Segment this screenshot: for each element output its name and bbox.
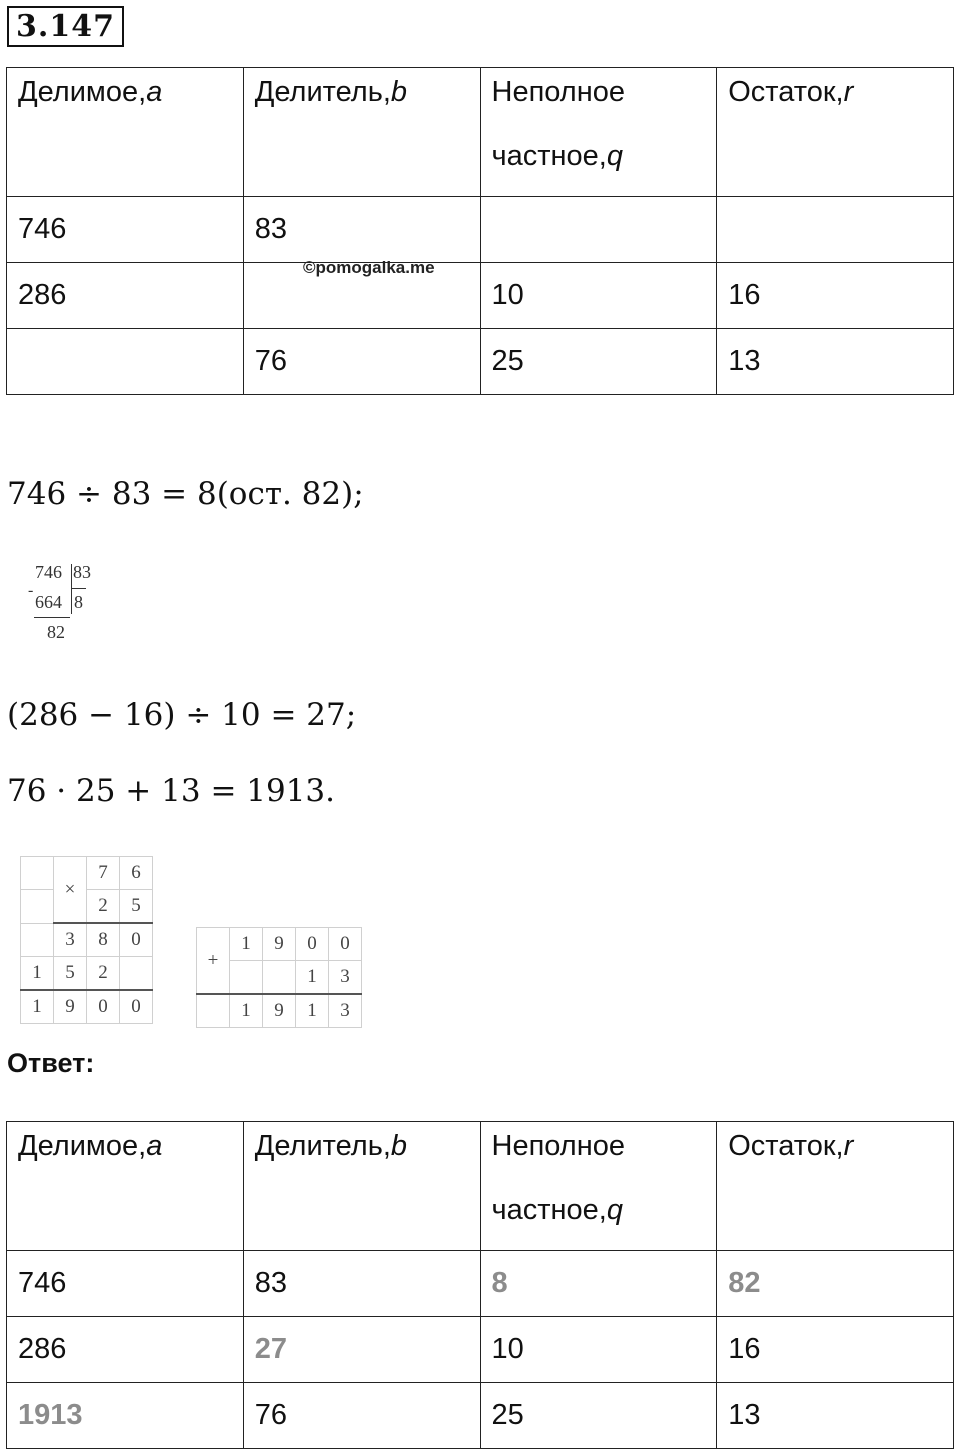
multiply-sign: ×	[54, 857, 87, 924]
table-cell: 16	[717, 263, 954, 329]
grid-cell: 3	[54, 923, 87, 957]
table-header-row	[7, 68, 954, 197]
addition-grid	[196, 927, 362, 1028]
solution-line-1: 746 ÷ 83 = 8(ост. 82);	[7, 476, 364, 512]
multiplication-grid	[20, 856, 153, 1024]
long-division	[20, 562, 110, 652]
grid-cell: 9	[263, 928, 296, 961]
grid-cell	[21, 857, 54, 890]
grid-cell: 1	[21, 990, 54, 1024]
grid-cell	[21, 890, 54, 924]
grid-cell: 1	[21, 957, 54, 991]
subtraction-line	[34, 617, 70, 618]
answer-cell: 1913	[7, 1383, 244, 1449]
grid-cell: 1	[296, 961, 329, 995]
watermark: ©pomogalka.me	[303, 258, 435, 277]
grid-cell: 1	[230, 994, 263, 1028]
header-quotient: Неполное частное,q	[480, 1122, 717, 1251]
table-cell	[7, 329, 244, 395]
grid-cell: 9	[54, 990, 87, 1024]
grid-cell: 5	[120, 890, 153, 924]
grid-cell: 8	[87, 923, 120, 957]
table-cell: 25	[480, 329, 717, 395]
header-divisor: Делитель,b	[243, 1122, 480, 1251]
table-cell: 10	[480, 1317, 717, 1383]
grid-cell: 9	[263, 994, 296, 1028]
table-cell: 746	[7, 197, 244, 263]
divisor: 83	[73, 562, 91, 582]
grid-cell	[21, 923, 54, 957]
plus-sign: +	[197, 928, 230, 995]
table-cell: 10	[480, 263, 717, 329]
answer-cell: 82	[717, 1251, 954, 1317]
table-header-row	[7, 1122, 954, 1251]
grid-cell: 3	[329, 961, 362, 995]
minus-sign: -	[28, 582, 34, 599]
grid-cell	[197, 994, 230, 1028]
remainder: 82	[47, 622, 65, 642]
header-remainder: Остаток,r	[717, 1122, 954, 1251]
table-cell: 286	[7, 1317, 244, 1383]
grid-cell: 2	[87, 957, 120, 991]
task-table	[6, 67, 954, 395]
table-row	[7, 1251, 954, 1317]
grid-cell: 0	[87, 990, 120, 1024]
grid-cell	[263, 961, 296, 995]
header-dividend: Делимое,a	[7, 68, 244, 197]
solution-line-2: (286 − 16) ÷ 10 = 27;	[7, 697, 357, 733]
grid-cell: 2	[87, 890, 120, 924]
table-cell: 76	[243, 1383, 480, 1449]
answer-cell: 27	[243, 1317, 480, 1383]
table-cell: 83	[243, 197, 480, 263]
table-row	[7, 197, 954, 263]
table-cell	[717, 197, 954, 263]
table-row	[7, 1317, 954, 1383]
quotient: 8	[74, 592, 83, 612]
grid-cell: 0	[329, 928, 362, 961]
grid-cell: 1	[230, 928, 263, 961]
grid-cell: 6	[120, 857, 153, 890]
table-cell: 286	[7, 263, 244, 329]
table-cell: 13	[717, 1383, 954, 1449]
answer-label: Ответ:	[7, 1048, 95, 1078]
grid-cell: 7	[87, 857, 120, 890]
grid-cell: 5	[54, 957, 87, 991]
grid-cell: 0	[296, 928, 329, 961]
answer-table	[6, 1121, 954, 1449]
grid-cell: 0	[120, 923, 153, 957]
product: 664	[35, 592, 62, 612]
table-row	[7, 329, 954, 395]
table-cell: 25	[480, 1383, 717, 1449]
table-cell: 13	[717, 329, 954, 395]
header-divisor: Делитель,b	[243, 68, 480, 197]
answer-cell: 8	[480, 1251, 717, 1317]
table-cell	[480, 197, 717, 263]
grid-cell	[230, 961, 263, 995]
grid-cell: 1	[296, 994, 329, 1028]
grid-cell: 0	[120, 990, 153, 1024]
table-cell: 83	[243, 1251, 480, 1317]
division-bracket-vertical	[71, 564, 72, 614]
solution-line-3: 76 · 25 + 13 = 1913.	[7, 773, 336, 809]
table-row	[7, 263, 954, 329]
header-remainder: Остаток,r	[717, 68, 954, 197]
header-quotient: Неполное частное,q	[480, 68, 717, 197]
table-row	[7, 1383, 954, 1449]
task-number: 3.147	[7, 6, 124, 47]
table-cell: 746	[7, 1251, 244, 1317]
grid-cell: 3	[329, 994, 362, 1028]
grid-cell	[120, 957, 153, 991]
dividend: 746	[35, 562, 62, 582]
table-cell: 16	[717, 1317, 954, 1383]
header-dividend: Делимое,a	[7, 1122, 244, 1251]
table-cell: 76	[243, 329, 480, 395]
division-bracket-horizontal	[72, 588, 86, 589]
